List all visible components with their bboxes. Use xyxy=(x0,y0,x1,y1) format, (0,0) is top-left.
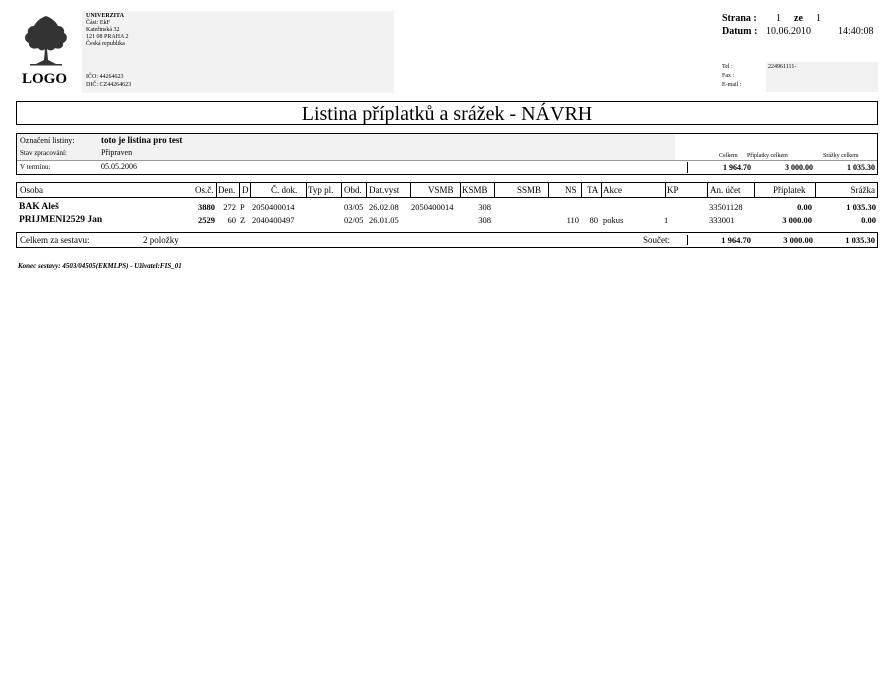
total-celkem: 1 964.70 xyxy=(721,235,751,245)
report-footer: Konec sestavy: 4503/04505(EKMLPS) - Uživatel:FIS_01 xyxy=(18,262,182,270)
stav-label: Stav zpracování: xyxy=(20,149,67,157)
col-priplatek: Příplatek xyxy=(773,185,806,195)
org-line: Kateřinská 32 xyxy=(86,27,120,33)
col-priplatky-label: Příplatky celkem xyxy=(747,153,788,159)
cell-cdok: 2050400014 xyxy=(252,202,295,212)
col-obd: Obd. xyxy=(344,185,362,195)
col-divider xyxy=(754,183,755,197)
col-ns: NS xyxy=(565,185,577,195)
datum-value: 10.06.2010 xyxy=(766,26,811,37)
org-line: 121 08 PRAHA 2 xyxy=(86,34,129,40)
total-priplatky: 3 000.00 xyxy=(783,235,813,245)
cell-osoba: PRIJMENI2529 Jan xyxy=(19,215,103,225)
cell-d: P xyxy=(240,202,245,212)
col-akce: Akce xyxy=(603,185,622,195)
org-dic: DIČ: CZ44264623 xyxy=(86,82,132,88)
srazky-value: 1 035.30 xyxy=(847,163,875,172)
col-divider xyxy=(815,183,816,197)
col-ksmb: KSMB xyxy=(462,185,488,195)
cell-akce: pokus xyxy=(603,215,624,225)
col-datvyst: Dat.vyst xyxy=(369,185,400,195)
col-divider xyxy=(216,183,217,197)
tel-label: Tel : xyxy=(722,64,733,70)
cell-ns: 110 xyxy=(566,215,579,225)
cell-den: 60 xyxy=(227,215,236,225)
strana-label: Strana : xyxy=(722,13,757,24)
cell-srazka: 0.00 xyxy=(861,215,876,225)
datum-label: Datum : xyxy=(722,26,758,37)
col-divider xyxy=(306,183,307,197)
org-line: Česká republika xyxy=(86,41,125,47)
org-box xyxy=(82,11,394,93)
col-anucet: An. účet xyxy=(710,185,741,195)
info-divider xyxy=(17,160,877,161)
cell-cdok: 2040400497 xyxy=(252,215,295,225)
col-divider xyxy=(581,183,582,197)
col-divider xyxy=(665,183,666,197)
info-box xyxy=(16,133,878,175)
tree-logo-icon xyxy=(22,14,70,68)
cell-ksmb: 308 xyxy=(478,215,491,225)
col-divider xyxy=(601,183,602,197)
termin-value: 05.05.2006 xyxy=(101,162,137,171)
col-typpl: Typ pl. xyxy=(308,185,334,195)
cell-ta: 80 xyxy=(589,215,598,225)
col-osoba: Osoba xyxy=(20,185,43,195)
col-divider xyxy=(494,183,495,197)
col-ta: TA xyxy=(587,185,599,195)
col-d: D xyxy=(242,185,249,195)
cell-d: Z xyxy=(240,215,246,225)
col-divider xyxy=(460,183,461,197)
soucet-label: Součet: xyxy=(643,235,670,245)
cell-den: 272 xyxy=(223,202,236,212)
oznaceni-label: Označení listiny: xyxy=(20,136,75,145)
table-row xyxy=(16,215,878,226)
org-ico: IČO: 44264623 xyxy=(86,74,124,80)
total-count: 2 položky xyxy=(143,235,179,245)
total-srazky: 1 035.30 xyxy=(845,235,875,245)
cell-datvyst: 26.01.05 xyxy=(369,215,399,225)
col-divider xyxy=(410,183,411,197)
oznaceni-value: toto je listina pro test xyxy=(101,135,183,145)
col-kp: KP xyxy=(667,185,679,195)
cell-priplatek: 3 000.00 xyxy=(782,215,812,225)
cell-osc: 2529 xyxy=(198,215,215,225)
total-label: Celkem za sestavu: xyxy=(20,235,90,245)
cell-osc: 3880 xyxy=(198,202,215,212)
page-title: Listina příplatků a srážek - NÁVRH xyxy=(16,101,878,125)
cell-obd: 03/05 xyxy=(344,202,364,212)
time-value: 14:40:08 xyxy=(838,26,874,37)
col-den: Den. xyxy=(218,185,236,195)
org-line: UNIVERZITA xyxy=(86,13,124,19)
priplatky-value: 3 000.00 xyxy=(785,163,813,172)
col-srazka: Srážka xyxy=(850,185,875,195)
termin-label: V termínu: xyxy=(20,163,51,171)
col-cdok: Č. dok. xyxy=(271,185,298,195)
col-divider xyxy=(250,183,251,197)
col-vsmb: VSMB xyxy=(428,185,454,195)
table-row xyxy=(16,202,878,213)
org-line: Část: EkF xyxy=(86,20,110,26)
ze-value: 1 xyxy=(816,13,821,24)
table-header xyxy=(16,182,878,198)
cell-osoba: BAK Aleš xyxy=(19,202,59,212)
logo-text: LOGO xyxy=(22,71,68,87)
org-address xyxy=(86,13,129,48)
cell-obd: 02/05 xyxy=(344,215,364,225)
fax-label: Fax : xyxy=(722,73,735,79)
col-ssmb: SSMB xyxy=(517,185,542,195)
cell-priplatek: 0.00 xyxy=(797,202,812,212)
cell-anucet: 33501128 xyxy=(709,202,743,212)
col-osc: Os.č. xyxy=(195,185,214,195)
cell-datvyst: 26.02.08 xyxy=(369,202,399,212)
strana-value: 1 xyxy=(776,13,781,24)
total-separator xyxy=(687,235,688,245)
info-separator xyxy=(687,162,688,173)
col-divider xyxy=(707,183,708,197)
email-label: E-mail : xyxy=(722,82,742,88)
cell-srazka: 1 035.30 xyxy=(846,202,876,212)
col-divider xyxy=(366,183,367,197)
stav-value: Připraven xyxy=(101,148,133,157)
cell-anucet: 333001 xyxy=(709,215,735,225)
total-row xyxy=(16,232,878,248)
celkem-value: 1 964.70 xyxy=(723,163,751,172)
col-divider xyxy=(548,183,549,197)
cell-vsmb: 2050400014 xyxy=(411,202,454,212)
ze-label: ze xyxy=(794,13,803,24)
col-divider xyxy=(239,183,240,197)
col-divider xyxy=(341,183,342,197)
tel-value: 224961111- xyxy=(768,64,797,70)
col-srazky-label: Srážky celkem xyxy=(823,153,859,159)
cell-kp: 1 xyxy=(664,215,669,225)
cell-ksmb: 308 xyxy=(478,202,491,212)
col-celkem-label: Celkem xyxy=(719,153,738,159)
